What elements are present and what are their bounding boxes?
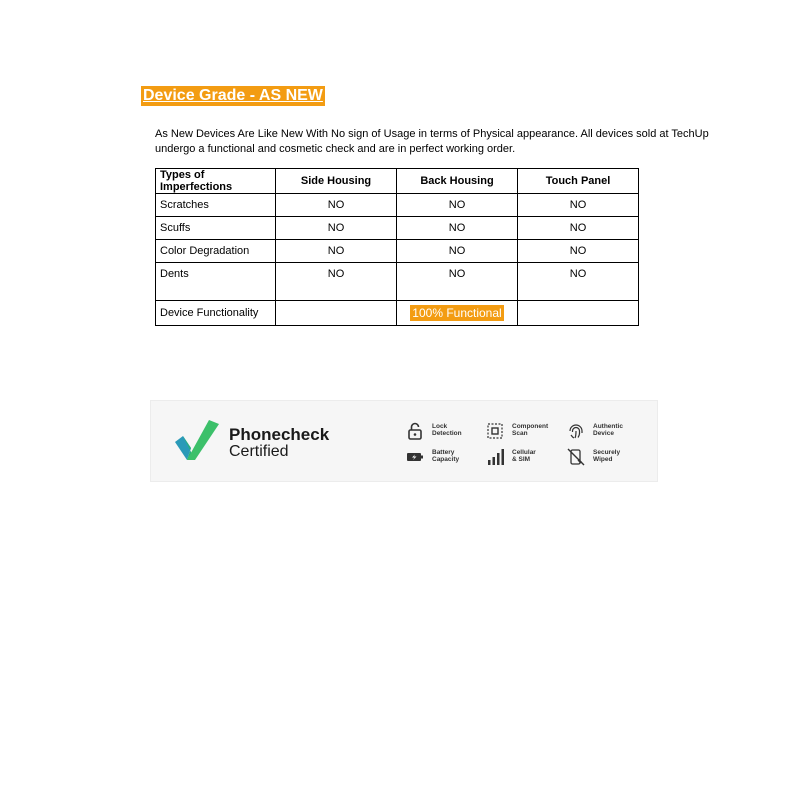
row-label: Scratches [156, 194, 276, 217]
row-label: Scuffs [156, 217, 276, 240]
header-imperfection-type: Types of Imperfections [156, 169, 276, 194]
touch-panel-value: NO [518, 217, 639, 240]
touch-panel-value: NO [518, 263, 639, 301]
back-housing-value: NO [397, 194, 518, 217]
functionality-cell [397, 301, 518, 326]
row-label: Dents [156, 263, 276, 301]
side-housing-value: NO [276, 263, 397, 301]
table-header-row [156, 169, 639, 194]
phonecheck-checkmark-icon [175, 420, 219, 460]
back-housing-value: NO [397, 217, 518, 240]
lock-icon [406, 422, 424, 440]
phonecheck-banner [150, 400, 658, 482]
header-touch-panel: Touch Panel [518, 169, 639, 194]
touch-panel-value: NO [518, 240, 639, 263]
feature-label: Component Scan [512, 423, 549, 437]
functionality-badge: 100% Functional [412, 306, 502, 320]
table-row-color-degradation [156, 240, 639, 263]
side-housing-value: NO [276, 240, 397, 263]
table-row-scuffs [156, 217, 639, 240]
side-housing-value: NO [276, 194, 397, 217]
touch-panel-value: NO [518, 194, 639, 217]
brand-certified: Certified [229, 443, 289, 460]
back-housing-value: NO [397, 240, 518, 263]
feature-label: Lock Detection [432, 423, 462, 437]
feature-label: Cellular & SIM [512, 449, 536, 463]
component-scan-icon [486, 422, 504, 440]
grade-title: Device Grade - AS NEW [143, 87, 323, 104]
row-label: Color Degradation [156, 240, 276, 263]
back-housing-value: NO [397, 263, 518, 301]
signal-icon [486, 448, 504, 466]
empty-cell [276, 301, 397, 326]
imperfections-table [155, 168, 639, 326]
header-side-housing: Side Housing [276, 169, 397, 194]
feature-label: Authentic Device [593, 423, 623, 437]
battery-icon [406, 448, 424, 466]
header-back-housing: Back Housing [397, 169, 518, 194]
brand-name: Phonecheck [229, 425, 330, 444]
empty-cell [518, 301, 639, 326]
table-row-dents [156, 263, 639, 301]
fingerprint-icon [567, 422, 585, 440]
row-label: Device Functionality [156, 301, 276, 326]
wipe-icon [567, 448, 585, 466]
grade-description: As New Devices Are Like New With No sign of Usage in terms of Physical appearance. All devices sold at TechUp undergo a functional and cosmetic check and are in perfect working order. [155, 128, 709, 155]
feature-label: Securely Wiped [593, 449, 621, 463]
table-row-scratches [156, 194, 639, 217]
side-housing-value: NO [276, 217, 397, 240]
feature-label: Battery Capacity [432, 449, 460, 463]
table-row-functionality [156, 301, 639, 326]
